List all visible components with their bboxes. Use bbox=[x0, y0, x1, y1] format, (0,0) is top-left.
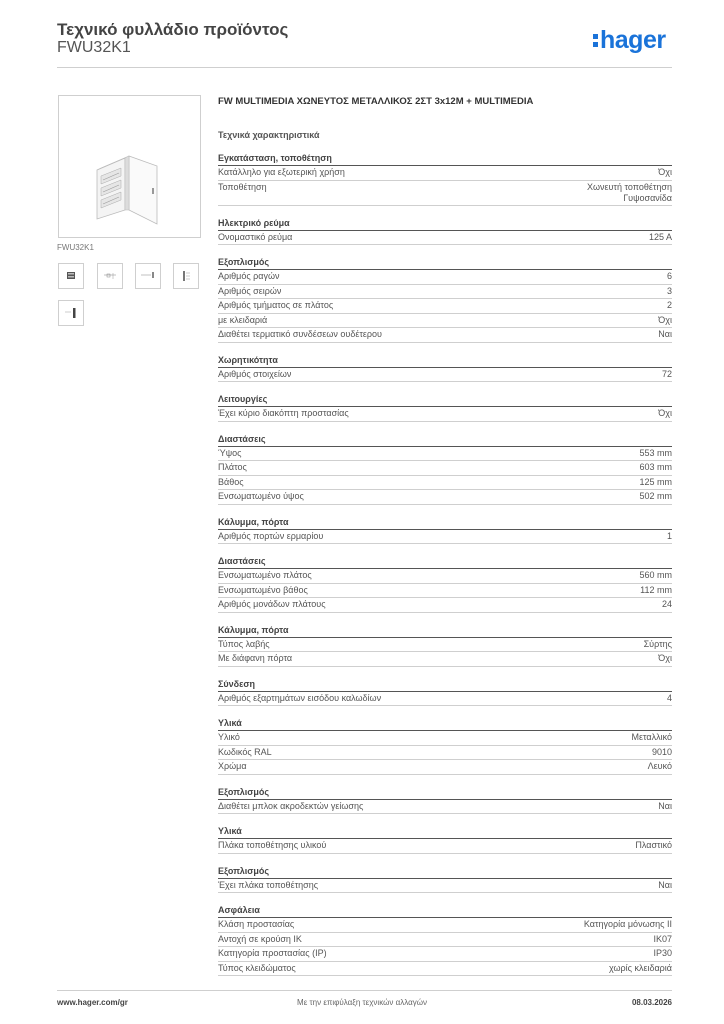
spec-row bbox=[218, 638, 672, 653]
section-title: Χωρητικότητα bbox=[218, 353, 672, 368]
spec-section bbox=[218, 864, 672, 894]
spec-row bbox=[218, 490, 672, 505]
spec-content bbox=[218, 95, 672, 986]
spec-row bbox=[218, 839, 672, 854]
page-title: Τεχνικό φυλλάδιο προϊόντος bbox=[57, 20, 289, 39]
dimension-drawing-icon bbox=[98, 264, 122, 288]
section-title: Κάλυμμα, πόρτα bbox=[218, 515, 672, 530]
spec-value: 603 mm bbox=[639, 462, 672, 472]
spec-value: χωρίς κλειδαριά bbox=[608, 962, 672, 973]
spec-row bbox=[218, 584, 672, 599]
thumbnail-3[interactable] bbox=[135, 263, 161, 289]
spec-row bbox=[218, 746, 672, 761]
spec-value: 4 bbox=[666, 692, 672, 703]
spec-value: Όχι bbox=[658, 653, 672, 663]
section-title: Ηλεκτρικό ρεύμα bbox=[218, 216, 672, 231]
spec-row bbox=[218, 181, 672, 206]
spec-row bbox=[218, 231, 672, 246]
front-view-icon bbox=[59, 264, 83, 288]
spec-section bbox=[218, 785, 672, 815]
spec-row bbox=[218, 569, 672, 584]
product-image bbox=[58, 95, 201, 238]
spec-value: Χωνευτή τοποθέτηση Γυψοσανίδα bbox=[586, 181, 672, 203]
spec-value: 125 A bbox=[648, 231, 672, 242]
spec-value: 6 bbox=[666, 271, 672, 281]
spec-row bbox=[218, 314, 672, 329]
spec-label: Κατάλληλο για εξωτερική χρήση bbox=[218, 167, 345, 177]
section-title: Υλικά bbox=[218, 824, 672, 839]
section-title: Κάλυμμα, πόρτα bbox=[218, 623, 672, 638]
spec-label: με κλειδαριά bbox=[218, 314, 268, 325]
spec-section bbox=[218, 554, 672, 613]
thumbnail-4[interactable] bbox=[173, 263, 199, 289]
spec-label: Χρώμα bbox=[218, 761, 247, 771]
spec-row bbox=[218, 461, 672, 476]
spec-label: Ονομαστικό ρεύμα bbox=[218, 231, 293, 242]
spec-section bbox=[218, 151, 672, 206]
spec-value: Σύρτης bbox=[643, 638, 672, 649]
section-title: Ασφάλεια bbox=[218, 903, 672, 918]
spec-row bbox=[218, 270, 672, 285]
spec-label: Κωδικός RAL bbox=[218, 746, 272, 757]
section-drawing-icon bbox=[59, 301, 83, 325]
spec-label: Αριθμός στοιχείων bbox=[218, 368, 292, 379]
spec-label: Με διάφανη πόρτα bbox=[218, 653, 293, 663]
spec-value: 560 mm bbox=[639, 570, 672, 580]
spec-section bbox=[218, 623, 672, 667]
spec-value: Όχι bbox=[658, 167, 672, 177]
spec-row bbox=[218, 918, 672, 933]
spec-row bbox=[218, 299, 672, 314]
spec-section bbox=[218, 903, 672, 976]
spec-value: 125 mm bbox=[639, 476, 672, 487]
spec-label: Ενσωματωμένο πλάτος bbox=[218, 570, 312, 580]
spec-row bbox=[218, 407, 672, 422]
spec-label: Αριθμός εξαρτημάτων εισόδου καλωδίων bbox=[218, 692, 382, 703]
spec-label: Έχει κύριο διακόπτη προστασίας bbox=[218, 408, 349, 418]
spec-section bbox=[218, 392, 672, 422]
spec-label: Αντοχή σε κρούση IK bbox=[218, 933, 302, 944]
spec-value: IP30 bbox=[653, 948, 672, 958]
thumbnail-1[interactable] bbox=[58, 263, 84, 289]
spec-section bbox=[218, 677, 672, 707]
spec-row bbox=[218, 652, 672, 667]
spec-section bbox=[218, 515, 672, 545]
footer-note: Με την επιφύλαξη τεχνικών αλλαγών bbox=[297, 998, 427, 1007]
spec-label: Τύπος λαβής bbox=[218, 638, 270, 649]
spec-label: Κατηγορία προστασίας (IP) bbox=[218, 948, 327, 958]
spec-row bbox=[218, 598, 672, 613]
spec-value: IK07 bbox=[653, 933, 672, 944]
spec-value: 1 bbox=[666, 530, 672, 541]
section-title: Λειτουργίες bbox=[218, 392, 672, 407]
spec-row bbox=[218, 731, 672, 746]
side-drawing-icon bbox=[136, 264, 160, 288]
section-title: Σύνδεση bbox=[218, 677, 672, 692]
spec-section bbox=[218, 716, 672, 775]
spec-label: Αριθμός μονάδων πλάτους bbox=[218, 599, 326, 609]
spec-label: Αριθμός πορτών ερμαρίου bbox=[218, 530, 324, 541]
spec-value: Ναι bbox=[658, 329, 672, 339]
spec-section bbox=[218, 255, 672, 343]
spec-row bbox=[218, 476, 672, 491]
section-title: Εξοπλισμός bbox=[218, 255, 672, 270]
spec-label: Πλάτος bbox=[218, 462, 247, 472]
spec-label: Κλάση προστασίας bbox=[218, 919, 295, 929]
spec-row bbox=[218, 530, 672, 545]
spec-label: Αριθμός σειρών bbox=[218, 285, 282, 296]
spec-sections bbox=[218, 151, 672, 976]
spec-value: 112 mm bbox=[640, 584, 672, 595]
spec-value: Πλαστικό bbox=[635, 840, 672, 850]
spec-label: Τοποθέτηση bbox=[218, 181, 267, 192]
spec-row bbox=[218, 328, 672, 343]
spec-section bbox=[218, 432, 672, 505]
spec-section bbox=[218, 216, 672, 246]
spec-value: 72 bbox=[661, 368, 672, 379]
spec-label: Ενσωματωμένο βάθος bbox=[218, 584, 308, 595]
product-code: FWU32K1 bbox=[57, 39, 131, 56]
spec-row bbox=[218, 166, 672, 181]
spec-label: Αριθμός τμήματος σε πλάτος bbox=[218, 300, 334, 310]
spec-section bbox=[218, 353, 672, 383]
section-title: Εξοπλισμός bbox=[218, 785, 672, 800]
spec-section bbox=[218, 824, 672, 854]
hager-logo: hager bbox=[593, 26, 666, 55]
header-divider bbox=[57, 67, 672, 68]
section-title: Διαστάσεις bbox=[218, 554, 672, 569]
spec-label: Διαθέτει τερματικό συνδέσεων ουδέτερου bbox=[218, 329, 382, 339]
spec-row bbox=[218, 447, 672, 462]
spec-value: Μεταλλικό bbox=[631, 732, 672, 742]
spec-label: Τύπος κλειδώματος bbox=[218, 962, 296, 973]
spec-value: 502 mm bbox=[639, 491, 672, 501]
spec-label: Έχει πλάκα τοποθέτησης bbox=[218, 879, 319, 890]
section-title: Εξοπλισμός bbox=[218, 864, 672, 879]
product-image-caption: FWU32K1 bbox=[57, 243, 94, 252]
spec-value: Ναι bbox=[658, 879, 672, 890]
spec-value: Όχι bbox=[658, 314, 672, 325]
spec-row bbox=[218, 285, 672, 300]
spec-value: 24 bbox=[661, 599, 672, 609]
spec-value: Κατηγορία μόνωσης II bbox=[583, 919, 672, 929]
product-name: FW MULTIMEDIA ΧΩΝΕΥΤΟΣ ΜΕΤΑΛΛΙΚΟΣ 2ΣΤ 3x12M + MULTIMEDIA bbox=[218, 96, 534, 107]
spec-value: Ναι bbox=[658, 800, 672, 811]
spec-label: Ύψος bbox=[218, 447, 242, 458]
cabinet-illustration-icon bbox=[59, 96, 200, 237]
spec-label: Διαθέτει μπλοκ ακροδεκτών γείωσης bbox=[218, 800, 364, 811]
spec-value: 9010 bbox=[651, 746, 672, 757]
spec-row bbox=[218, 962, 672, 977]
spec-value: 2 bbox=[666, 300, 672, 310]
spec-value: 3 bbox=[666, 285, 672, 296]
thumbnail-2[interactable] bbox=[97, 263, 123, 289]
logo-dots-icon bbox=[593, 26, 599, 47]
spec-value: 553 mm bbox=[639, 447, 672, 458]
profile-drawing-icon bbox=[174, 264, 198, 288]
spec-row bbox=[218, 800, 672, 815]
spec-label: Ενσωματωμένο ύψος bbox=[218, 491, 304, 501]
thumbnail-5[interactable] bbox=[58, 300, 84, 326]
spec-row bbox=[218, 368, 672, 383]
section-title: Διαστάσεις bbox=[218, 432, 672, 447]
spec-row bbox=[218, 879, 672, 894]
section-title: Εγκατάσταση, τοποθέτηση bbox=[218, 151, 672, 166]
spec-label: Βάθος bbox=[218, 476, 244, 487]
spec-row bbox=[218, 692, 672, 707]
footer-date: 08.03.2026 bbox=[631, 998, 672, 1007]
spec-value: Όχι bbox=[658, 408, 672, 418]
section-title: Υλικά bbox=[218, 716, 672, 731]
spec-label: Πλάκα τοποθέτησης υλικού bbox=[218, 840, 327, 850]
spec-value: Λευκό bbox=[647, 761, 672, 771]
footer-divider bbox=[57, 990, 672, 991]
footer-website-link[interactable]: www.hager.com/gr bbox=[57, 998, 128, 1007]
spec-row bbox=[218, 947, 672, 962]
spec-row bbox=[218, 760, 672, 775]
spec-label: Αριθμός ραγών bbox=[218, 271, 280, 281]
tech-specs-heading: Τεχνικά χαρακτηριστικά bbox=[218, 130, 320, 140]
spec-label: Υλικό bbox=[218, 732, 240, 742]
spec-row bbox=[218, 933, 672, 948]
